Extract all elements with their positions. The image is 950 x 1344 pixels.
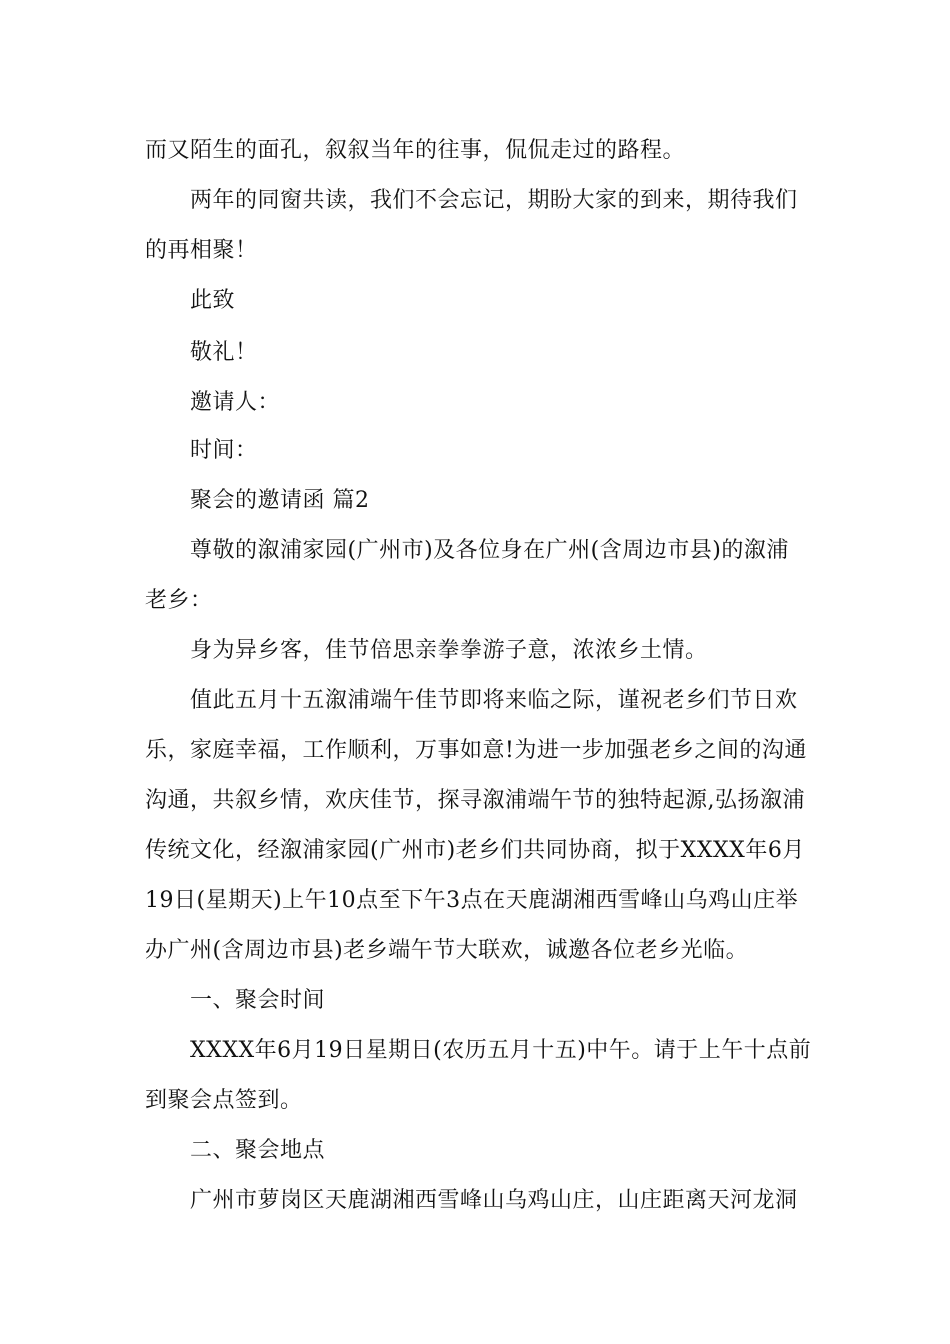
text-line: XXXX年6月19日星期日(农历五月十五)中午。请于上午十点前 (190, 1038, 812, 1063)
text-line: 邀请人： (190, 390, 281, 415)
text-line: 到聚会点签到。 (145, 1088, 303, 1113)
text-line: 沟通，共叙乡情，欢庆佳节，探寻溆浦端午节的独特起源,弘扬溆浦 (145, 788, 805, 813)
text-line: 办广州(含周边市县)老乡端午节大联欢，诚邀各位老乡光临。 (145, 938, 749, 963)
text-line: 敬礼！ (190, 340, 258, 365)
text-line: 的再相聚！ (145, 238, 258, 263)
section-heading: 聚会的邀请函 篇2 (190, 488, 370, 513)
text-line: 传统文化，经溆浦家园(广州市)老乡们共同协商，拟于XXXX年6月 (145, 838, 805, 863)
text-line: 广州市萝岗区天鹿湖湘西雪峰山乌鸡山庄，山庄距离天河龙洞 (190, 1188, 798, 1213)
text-line: 老乡： (145, 588, 213, 613)
section-heading: 二、聚会地点 (190, 1138, 326, 1163)
text-line: 而又陌生的面孔，叙叙当年的往事，侃侃走过的路程。 (145, 138, 686, 163)
text-line: 此致 (190, 288, 236, 313)
section-heading: 一、聚会时间 (190, 988, 326, 1013)
text-line: 值此五月十五溆浦端午佳节即将来临之际，谨祝老乡们节日欢 (190, 688, 798, 713)
text-line: 时间： (190, 438, 258, 463)
text-line: 19日(星期天)上午10点至下午3点在天鹿湖湘西雪峰山乌鸡山庄举 (145, 888, 799, 913)
text-line: 两年的同窗共读，我们不会忘记，期盼大家的到来，期待我们 (190, 188, 798, 213)
text-line: 身为异乡客，佳节倍思亲拳拳游子意，浓浓乡土情。 (190, 638, 708, 663)
text-line: 尊敬的溆浦家园(广州市)及各位身在广州(含周边市县)的溆浦 (190, 538, 789, 563)
text-line: 乐，家庭幸福，工作顺利，万事如意!为进一步加强老乡之间的沟通 (145, 738, 807, 763)
